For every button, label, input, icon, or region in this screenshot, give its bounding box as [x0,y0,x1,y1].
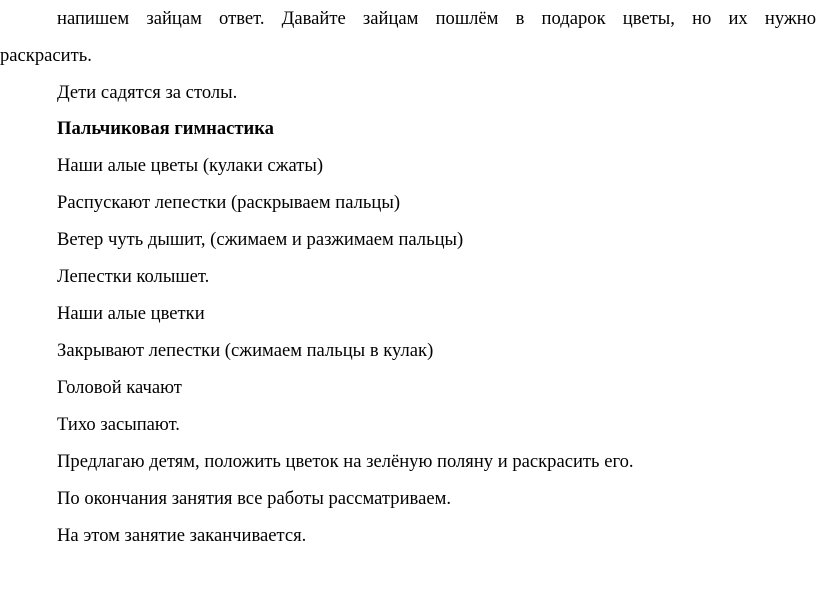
poem-line: Наши алые цветки [57,303,205,324]
section-heading: Пальчиковая гимнастика [57,118,274,139]
poem-line: Головой качают [57,377,182,398]
paragraph-offer: Предлагаю детям, положить цветок на зелёную поляну и раскрасить его. [57,451,634,472]
poem-line: Распускают лепестки (раскрываем пальцы) [57,192,401,213]
poem-line: Лепестки колышет. [57,266,210,287]
paragraph-intro-line-1: напишем зайцам ответ. Давайте зайцам пошлём в подарок цветы, но их нужно [57,8,816,29]
poem-line: Ветер чуть дышит, (сжимаем и разжимаем пальцы) [57,229,464,250]
poem-line: Закрывают лепестки (сжимаем пальцы в кулак) [57,340,434,361]
paragraph-end: На этом занятие заканчивается. [57,525,307,546]
poem-line: Наши алые цветы (кулаки сжаты) [57,155,324,176]
poem-line: Тихо засыпают. [57,414,180,435]
paragraph-children-sit: Дети садятся за столы. [57,82,238,103]
paragraph-review: По окончания занятия все работы рассматриваем. [57,488,451,509]
paragraph-intro-line-2: раскрасить. [0,45,92,66]
